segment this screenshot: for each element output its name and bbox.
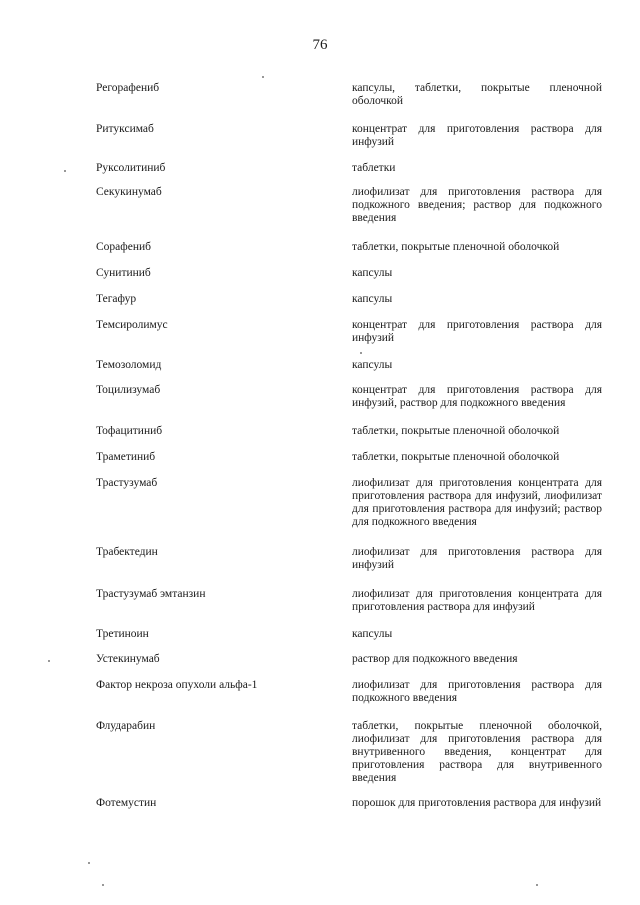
dosage-form: лиофилизат для приготовления концентрата для приготовления раствора для инфузий, лиофилизат для приготовления раствора для инфузий; раствор для подкожного введения [352, 477, 602, 528]
drug-name: Тоцилизумаб [96, 384, 161, 396]
drug-name: Сунитиниб [96, 267, 151, 279]
dosage-form: концентрат для приготовления раствора для инфузий [352, 319, 602, 344]
drug-name: Темсиролимус [96, 319, 168, 331]
drug-name: Флударабин [96, 720, 156, 732]
dosage-form: лиофилизат для приготовления раствора для инфузий [352, 546, 602, 571]
dosage-form: раствор для подкожного введения [352, 653, 518, 665]
drug-name: Регорафениб [96, 82, 160, 94]
drug-name: Тофацитиниб [96, 425, 163, 437]
drug-name: Темозоломид [96, 359, 162, 371]
dosage-form: концентрат для приготовления раствора для инфузий [352, 123, 602, 148]
scan-speck [88, 862, 90, 864]
drug-name: Трастузумаб [96, 477, 158, 489]
drug-name: Фотемустин [96, 797, 157, 809]
dosage-form: капсулы [352, 359, 393, 371]
drug-name: Устекинумаб [96, 653, 160, 665]
dosage-form: таблетки, покрытые пленочной оболочкой, лиофилизат для приготовления раствора для внутривенного введения, концентрат для приготовления раствора для внутривенного введения [352, 720, 602, 784]
drug-name: Третиноин [96, 628, 149, 640]
scan-speck [102, 884, 104, 886]
dosage-form: капсулы, таблетки, покрытые пленочной оболочкой [352, 82, 602, 107]
scan-speck [48, 660, 50, 662]
page-number: 76 [312, 37, 328, 53]
drug-name: Руксолитиниб [96, 162, 166, 174]
scan-speck [262, 76, 264, 78]
dosage-form: капсулы [352, 267, 393, 279]
scan-speck [64, 170, 66, 172]
dosage-form: порошок для приготовления раствора для инфузий [352, 797, 602, 809]
drug-name: Трабектедин [96, 546, 158, 558]
drug-name: Трастузумаб эмтанзин [96, 588, 206, 600]
drug-name: Сорафениб [96, 241, 151, 253]
dosage-form: лиофилизат для приготовления раствора для подкожного введения [352, 679, 602, 704]
dosage-form: концентрат для приготовления раствора для инфузий, раствор для подкожного введения [352, 384, 602, 409]
dosage-form: лиофилизат для приготовления концентрата для приготовления раствора для инфузий [352, 588, 602, 613]
drug-name: Тегафур [96, 293, 137, 305]
scan-speck [360, 352, 362, 354]
drug-name: Ритуксимаб [96, 123, 154, 135]
dosage-form: таблетки, покрытые пленочной оболочкой [352, 241, 560, 253]
drug-name: Траметиниб [96, 451, 156, 463]
drug-name: Секукинумаб [96, 186, 162, 198]
dosage-form: капсулы [352, 628, 393, 640]
dosage-form: таблетки, покрытые пленочной оболочкой [352, 425, 560, 437]
dosage-form: таблетки, покрытые пленочной оболочкой [352, 451, 560, 463]
scan-speck [536, 884, 538, 886]
dosage-form: капсулы [352, 293, 393, 305]
drug-name: Фактор некроза опухоли альфа-1 [96, 679, 258, 691]
dosage-form: таблетки [352, 162, 396, 174]
dosage-form: лиофилизат для приготовления раствора для подкожного введения; раствор для подкожного введения [352, 186, 602, 224]
